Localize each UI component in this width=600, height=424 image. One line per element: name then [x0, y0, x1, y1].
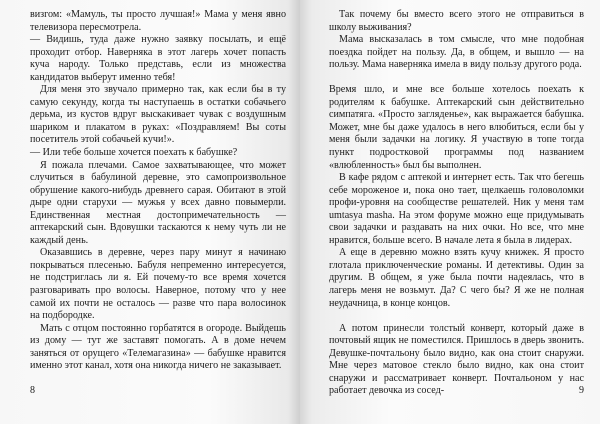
paragraph: — Видишь, туда даже нужно заявку посылать, и ещё проходит отбор. Наверняка в этот лагерь хочет попасть куча народу. Только представь, если из множества кандидатов выберут именно тебя! — [30, 34, 286, 83]
paragraph: Время шло, и мне все больше хотелось поехать к родителям к бабушке. Аптекарский сын действительно симпатяга. «Просто загляденье», как выражается бабушка. Может, мне бы даже удалось в него влюбиться, если бы у меня были задачки на логику. Я участвую в топе тогда пункт подростковой программы под названием «влюбленность» был бы выполнен. — [329, 84, 584, 171]
paragraph: Так почему бы вместо всего этого не отправиться в школу выживания? — [329, 9, 584, 33]
right-page-text — [329, 9, 584, 398]
paragraph: Оказавшись в деревне, через пару минут я начинаю покрываться плесенью. Бабуля непременно интересуется, не подстриглась ли я. Ей почему-то все время хочется разговаривать про волосы. Наверное, потому что у нее самой их почти не осталось — разве что пара волосинок на подбородке. — [30, 247, 286, 322]
paragraph: Мама высказалась в том смысле, что мне подобная поездка пойдет на пользу. Да, в общем, и вышло — на пользу. Мама наверняка имела в виду пользу другого рода. — [329, 34, 584, 71]
paragraph: Для меня это звучало примерно так, как если бы в ту самую секунду, когда ты наступаешь в остатки собачьего дерьма, из кустов вдруг выскакивает чувак с воздушным шариком и плакатом в руках: «Поздравляем! Вы соты посетитель этой собачьей кучи!». — [30, 84, 286, 146]
paragraph: Я пожала плечами. Самое захватывающее, что может случиться в бабулиной деревне, это самопроизвольное обрушение какого-нибудь древнего сарая. Обитают в этой дыре одни старухи — мужья у всех давно повымерли. Единственная местная достопримечательность — аптекарский сын. Вдовушки таскаются к нему чуть ли не каждый день. — [30, 159, 286, 246]
paragraph: В кафе рядом с аптекой и интернет есть. Так что бегешь себе мороженое и, пока оно тает, щелкаешь головоломки профи-уровня на сообществе решателей. Ник у меня там umtasya masha. На этом форуме можно еще придумывать свои задачки и раздавать на них очки. Но все, что мне нравится, больше всего. В начале лета я была в лидерах. — [329, 172, 584, 246]
paragraph: визгом: «Мамуль, ты просто лучшая!» Мама у меня явно телевизора пересмотрела. — [30, 9, 286, 33]
paragraph: — Или тебе больше хочется поехать к бабушке? — [30, 147, 238, 159]
right-page — [300, 0, 600, 424]
page-number: 9 — [579, 385, 584, 396]
paragraph: Мать с отцом постоянно горбатятся в огороде. Выйдешь из дому — тут же заставят помогать. А в доме нечем заняться от орущего «Телемагазина» — бабушке нравится именно этот канал, хотя она никогда ничего не заказывает. — [30, 322, 286, 372]
paragraph: А потом принесли толстый конверт, который даже в почтовый ящик не поместился. Пришлось в дверь звонить. Девушке-почтальону было видно, как она стоит снаружи. Мне через матовое стекло было видно, как она стоит снаружи и рассматривает конверт. Почтальоном у нас работает девочка из сосед- — [329, 322, 584, 397]
page-number: 8 — [30, 385, 35, 396]
left-page-text — [30, 9, 286, 373]
paragraph: А еще в деревню можно взять кучу книжек. Я просто глотала приключенческие романы. И детективы. Один за другим. В общем, я уже была почти надеялась, что в лагерь меня не возьмут. Да? С чего бы? Я же не полная неудачница, в конце концов. — [329, 247, 584, 309]
